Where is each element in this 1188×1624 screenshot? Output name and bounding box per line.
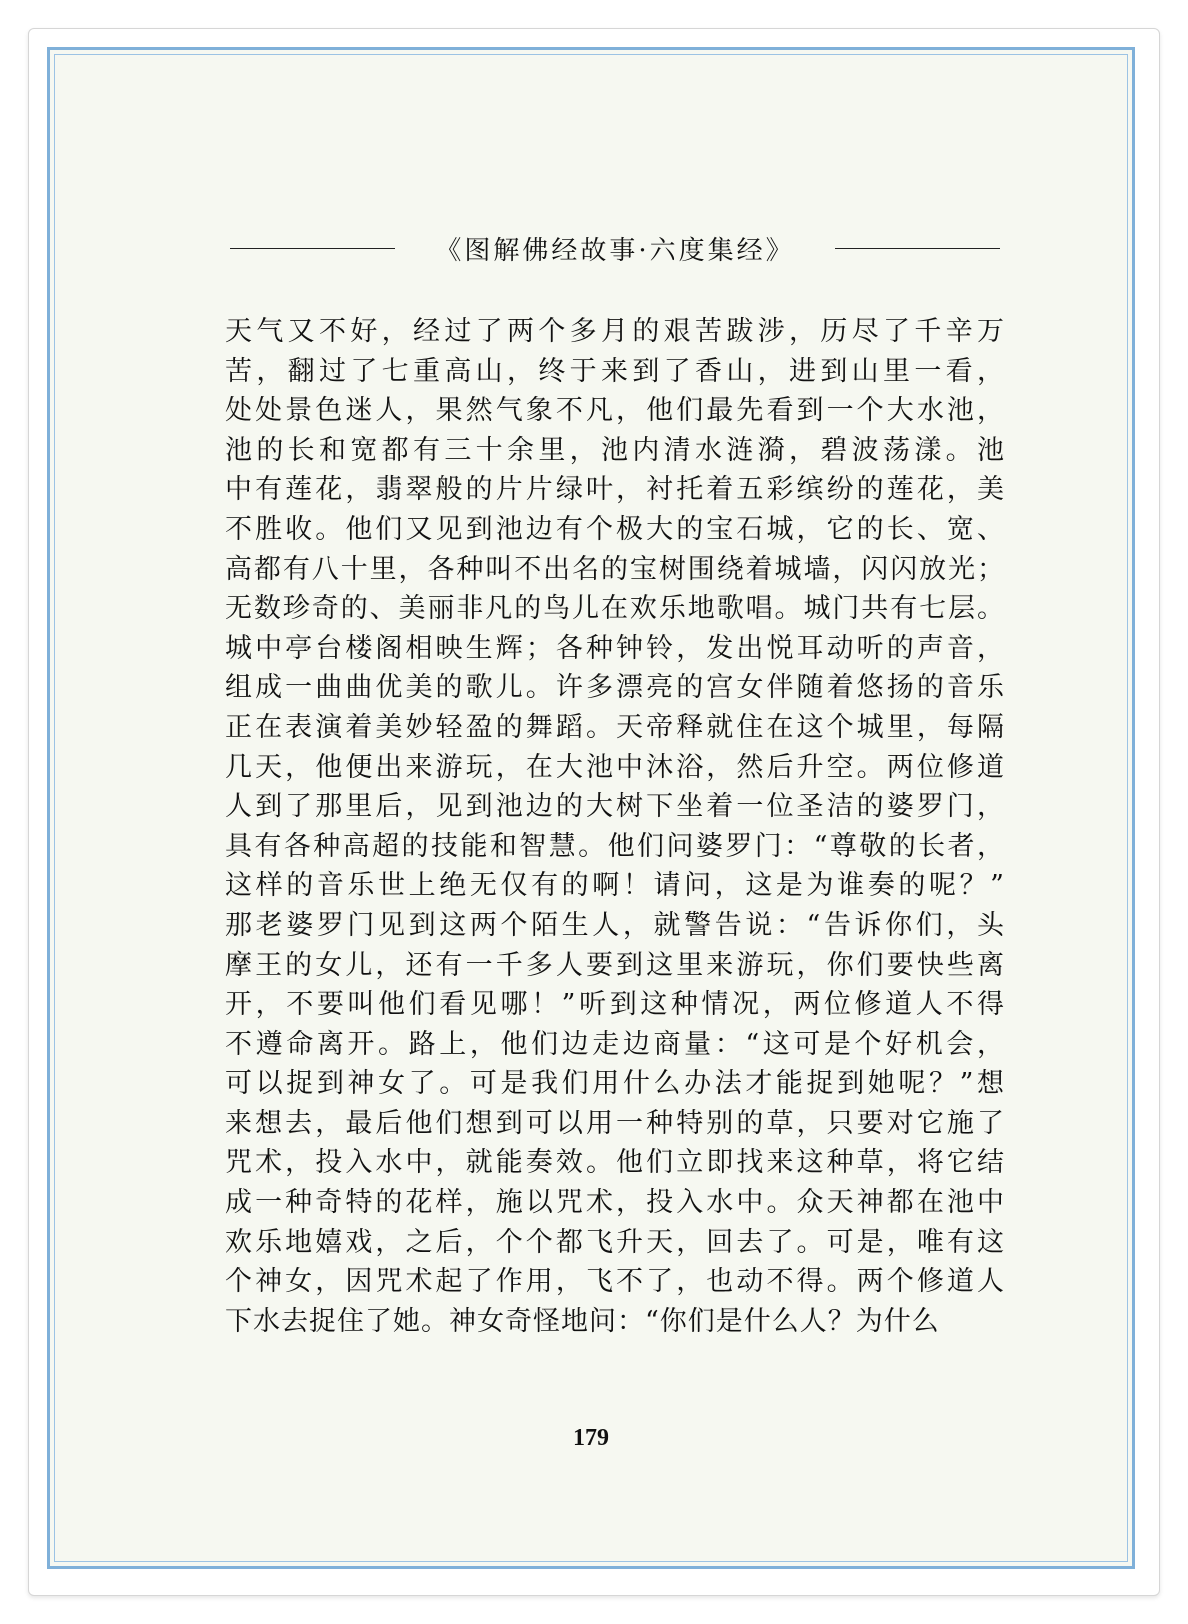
text-line: 这样的音乐世上绝无仅有的啊！请问，这是为谁奏的呢？” <box>225 870 1005 902</box>
text-line: 具有各种高超的技能和智慧。他们问婆罗门：“尊敬的长者， <box>225 830 1005 862</box>
text-line: 组成一曲曲优美的歌儿。许多漂亮的宫女伴随着悠扬的音乐 <box>225 672 1005 704</box>
header-rule-right <box>835 248 1000 249</box>
text-line: 正在表演着美妙轻盈的舞蹈。天帝释就住在这个城里，每隔 <box>225 711 1005 743</box>
text-line: 无数珍奇的、美丽非凡的鸟儿在欢乐地歌唱。城门共有七层。 <box>225 593 1005 625</box>
text-line: 城中亭台楼阁相映生辉；各种钟铃，发出悦耳动听的声音， <box>225 632 1005 664</box>
text-line: 不遵命离开。路上，他们边走边商量：“这可是个好机会， <box>225 1028 1005 1060</box>
page-frame <box>28 28 1160 1596</box>
text-line: 可以捉到神女了。可是我们用什么办法才能捉到她呢？”想 <box>225 1068 1005 1100</box>
text-line: 中有莲花，翡翠般的片片绿叶，衬托着五彩缤纷的莲花，美 <box>225 474 1005 506</box>
text-line: 池的长和宽都有三十余里，池内清水涟漪，碧波荡漾。池 <box>225 434 1005 466</box>
text-line: 人到了那里后，见到池边的大树下坐着一位圣洁的婆罗门， <box>225 791 1005 823</box>
text-line: 几天，他便出来游玩，在大池中沐浴，然后升空。两位修道 <box>225 751 1005 783</box>
scanned-page <box>47 47 1135 1569</box>
text-line: 苦，翻过了七重高山，终于来到了香山，进到山里一看， <box>225 355 1005 387</box>
text-line: 欢乐地嬉戏，之后，个个都飞升天，回去了。可是，唯有这 <box>225 1226 1005 1258</box>
text-line: 高都有八十里，各种叫不出名的宝树围绕着城墙，闪闪放光； <box>225 553 1005 585</box>
text-line: 来想去，最后他们想到可以用一种特别的草，只要对它施了 <box>225 1107 1005 1139</box>
text-line: 摩王的女儿，还有一千多人要到这里来游玩，你们要快些离 <box>225 949 1005 981</box>
page-number: 179 <box>573 1425 609 1451</box>
text-line: 开，不要叫他们看见哪！”听到这种情况，两位修道人不得 <box>225 989 1005 1021</box>
text-line: 不胜收。他们又见到池边有个极大的宝石城，它的长、宽、 <box>225 513 1005 545</box>
text-line: 成一种奇特的花样，施以咒术，投入水中。众天神都在池中 <box>225 1187 1005 1219</box>
body-text <box>225 312 1005 1341</box>
text-line: 个神女，因咒术起了作用，飞不了，也动不得。两个修道人 <box>225 1266 1005 1298</box>
text-line: 下水去捉住了她。神女奇怪地问：“你们是什么人？为什么 <box>225 1305 940 1337</box>
text-line: 处处景色迷人，果然气象不凡，他们最先看到一个大水池， <box>225 395 1005 427</box>
text-line: 咒术，投入水中，就能奏效。他们立即找来这种草，将它结 <box>225 1147 1005 1179</box>
text-line: 天气又不好，经过了两个多月的艰苦跋涉，历尽了千辛万 <box>225 316 1005 347</box>
book-title: 《图解佛经故事·六度集经》 <box>435 235 795 266</box>
header-rule-left <box>230 248 395 249</box>
running-header <box>230 230 1000 266</box>
text-line: 那老婆罗门见到这两个陌生人，就警告说：“告诉你们，头 <box>225 909 1005 941</box>
